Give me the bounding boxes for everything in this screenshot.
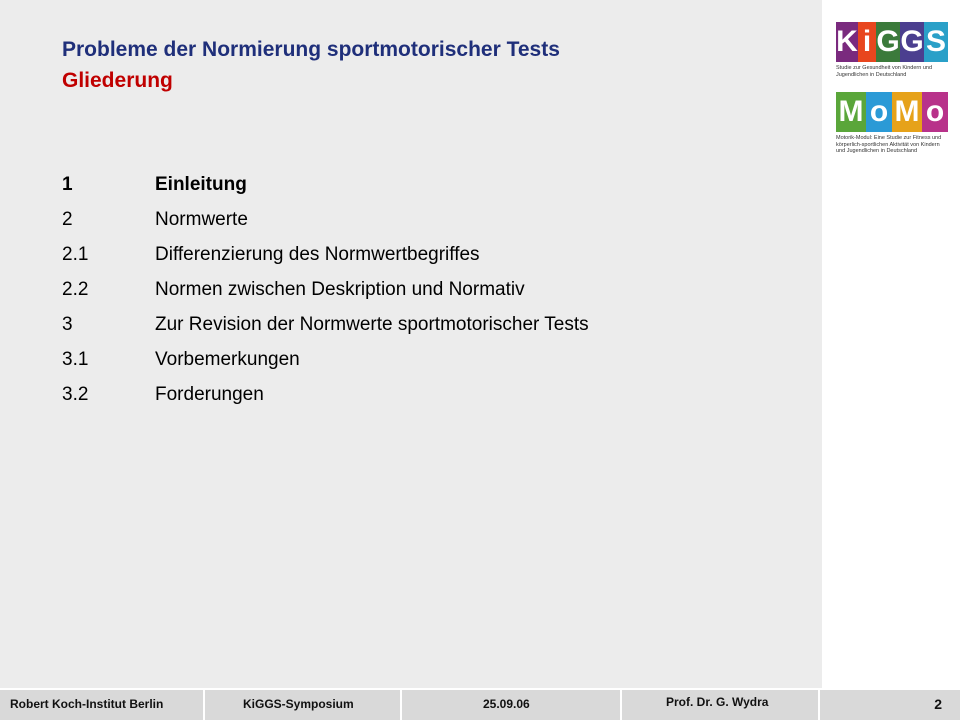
toc-item-text: Normwerte — [155, 209, 248, 230]
kiggs-logo-subtitle: Studie zur Gesundheit von Kindern und Jugendlichen in Deutschland — [836, 65, 933, 78]
toc-item-number: 3 — [62, 314, 73, 335]
footer-date: 25.09.06 — [402, 688, 622, 720]
toc-item — [62, 244, 802, 279]
slide-footer — [0, 688, 960, 720]
momo-letter: o — [922, 92, 948, 132]
toc-item-text: Differenzierung des Normwertbegriffes — [155, 244, 480, 265]
footer-institute: Robert Koch-Institut Berlin — [0, 688, 205, 720]
kiggs-logo-letters — [836, 22, 948, 62]
kiggs-letter: G — [900, 22, 924, 62]
kiggs-letter: K — [836, 22, 858, 62]
momo-letter: o — [866, 92, 892, 132]
slide-subtitle: Gliederung — [62, 69, 173, 92]
momo-letter: M — [892, 92, 922, 132]
toc-item-text: Normen zwischen Deskription und Normativ — [155, 279, 525, 300]
toc-item-text: Einleitung — [155, 174, 247, 195]
toc-item-number: 2.1 — [62, 244, 89, 265]
toc-item-text: Zur Revision der Normwerte sportmotorischer Tests — [155, 314, 589, 335]
toc-item — [62, 349, 802, 384]
toc-item-number: 3.2 — [62, 384, 89, 405]
footer-event: KiGGS-Symposium — [205, 688, 402, 720]
toc-item-number: 3.1 — [62, 349, 89, 370]
toc-item — [62, 209, 802, 244]
momo-logo-letters — [836, 92, 948, 132]
footer-author: Prof. Dr. G. Wydra — [622, 688, 820, 720]
toc-item-text: Forderungen — [155, 384, 264, 405]
kiggs-letter: i — [858, 22, 876, 62]
toc-item-number: 2 — [62, 209, 73, 230]
toc-item — [62, 384, 802, 419]
page-number: 2 — [934, 696, 942, 712]
kiggs-letter: G — [876, 22, 900, 62]
toc-item-text: Vorbemerkungen — [155, 349, 300, 370]
momo-letter: M — [836, 92, 866, 132]
momo-logo — [836, 92, 948, 155]
momo-logo-subtitle: Motorik-Modul: Eine Studie zur Fitness und körperlich-sportlichen Aktivität von Kindern und Jugendlichen in Deutschland — [836, 135, 942, 154]
kiggs-letter: S — [924, 22, 948, 62]
kiggs-logo — [836, 22, 948, 78]
slide-title: Probleme der Normierung sportmotorischer Tests — [62, 38, 560, 61]
toc-item — [62, 174, 802, 209]
toc-item — [62, 314, 802, 349]
toc-item-number: 2.2 — [62, 279, 89, 300]
toc-item-number: 1 — [62, 174, 73, 195]
toc-item — [62, 279, 802, 314]
table-of-contents — [62, 174, 802, 419]
